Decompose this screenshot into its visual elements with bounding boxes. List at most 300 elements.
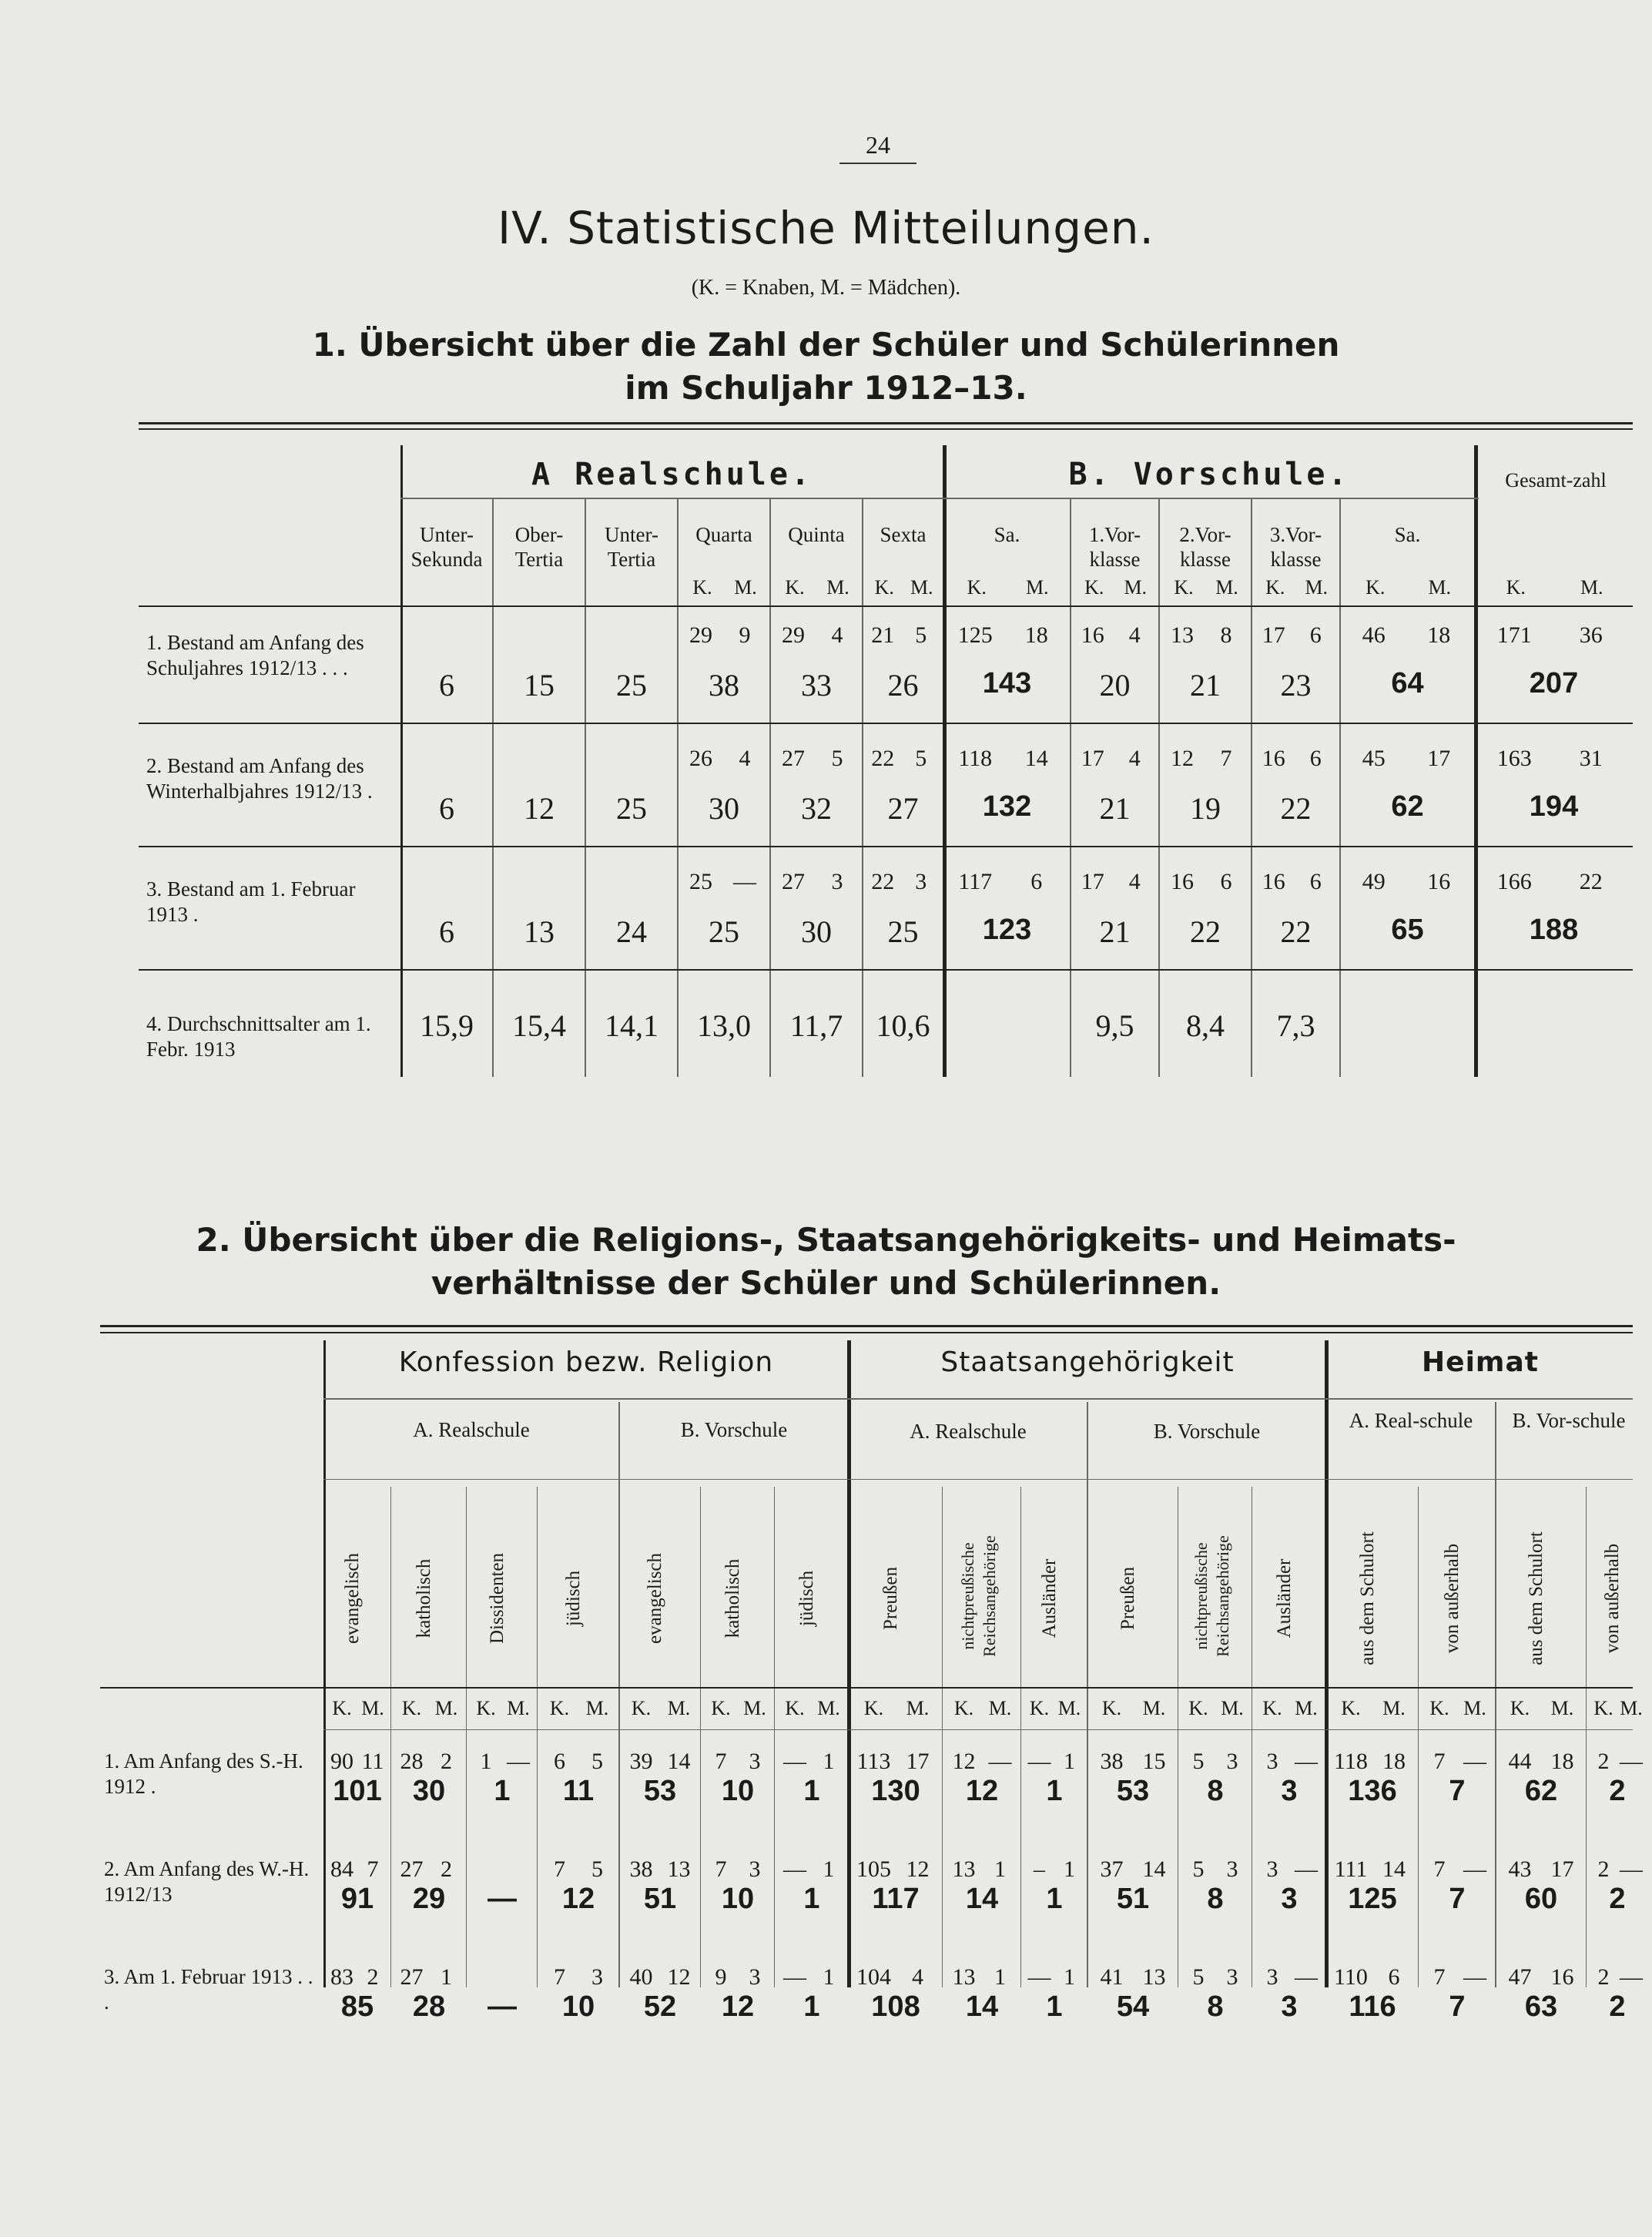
religion-citizenship-table <box>100 1325 1643 2095</box>
total-value: 14 <box>965 1990 999 2023</box>
km-m-value: 13 <box>1142 1964 1166 1990</box>
total-value: 12 <box>561 1883 595 1915</box>
km-k-value: 117 <box>958 869 993 894</box>
km-k-value: 28 <box>400 1749 424 1774</box>
total-value: 116 <box>1349 1990 1396 2023</box>
km-k-value: — <box>1027 1964 1051 1990</box>
km-m-label: M. <box>667 1697 691 1719</box>
total-value: 12 <box>524 791 555 826</box>
km-m-value: 15 <box>1142 1749 1166 1774</box>
km-m-value: 6 <box>1309 746 1322 771</box>
km-m-value: 4 <box>739 746 751 771</box>
total-value: 26 <box>887 668 919 703</box>
km-k-value: 16 <box>1171 869 1194 894</box>
abbreviation-legend: (K. = Knaben, M. = Mädchen). <box>691 276 961 300</box>
total-value: 23 <box>1280 668 1312 703</box>
total-value: 130 <box>871 1775 920 1807</box>
km-m-label: M. <box>1382 1697 1406 1719</box>
total-value: 2 <box>1609 1883 1626 1915</box>
column-header: Preußen <box>1118 1567 1138 1630</box>
total-value: 21 <box>1099 791 1131 826</box>
column-header: evangelisch <box>342 1553 363 1645</box>
km-k-value: 7 <box>554 1964 565 1990</box>
total-value: 7 <box>1449 1775 1466 1807</box>
row-label: 1. Bestand am Anfang des Schuljahres 1912/13 . . . <box>146 631 364 679</box>
km-k-value: 27 <box>400 1856 424 1882</box>
km-m-value: 6 <box>1388 1964 1400 1990</box>
total-value: 27 <box>887 791 919 826</box>
km-k-value: 125 <box>957 622 993 648</box>
km-k-value: 7 <box>715 1856 727 1882</box>
km-m-value: 4 <box>912 1964 923 1990</box>
total-value: 1 <box>1046 1883 1063 1915</box>
km-m-value: 1 <box>994 1964 1006 1990</box>
total-value: 14,1 <box>605 1008 658 1043</box>
km-k-value: 12 <box>1171 746 1194 771</box>
km-k-value: 13 <box>952 1964 976 1990</box>
rule-line <box>1339 499 1341 1077</box>
total-value: 12 <box>721 1990 755 2023</box>
sum-value: 194 <box>1529 790 1579 823</box>
rule-line <box>1070 499 1071 1077</box>
km-m-value: 36 <box>1579 622 1603 648</box>
km-k-value: 1 <box>480 1749 492 1774</box>
km-k-value: 46 <box>1362 622 1386 648</box>
km-k-value: 118 <box>958 746 993 771</box>
km-k-value: 29 <box>782 622 805 648</box>
column-header: 1.Vor-klasse <box>1088 523 1141 571</box>
group-b-vorschule: B. Vorschule. <box>1068 457 1350 492</box>
total-value: 8 <box>1207 1775 1224 1807</box>
total-value: 91 <box>340 1883 374 1915</box>
sum-value: 123 <box>982 914 1032 946</box>
total-value: 125 <box>1348 1883 1397 1915</box>
km-m-value: 3 <box>1226 1964 1238 1990</box>
km-m-value: 18 <box>1024 622 1048 648</box>
total-value: 1 <box>803 1990 820 2023</box>
total-value: 136 <box>1348 1775 1397 1807</box>
km-k-value: 17 <box>1081 869 1104 894</box>
km-m-value: 1 <box>1064 1856 1075 1882</box>
row-label: 2. Bestand am Anfang des Winterhalbjahres 1912/13 . <box>146 754 373 803</box>
total-value: 62 <box>1524 1775 1558 1807</box>
km-k-value: 38 <box>1100 1749 1124 1774</box>
km-k-label: K. <box>1101 1697 1122 1719</box>
km-k-value: 2 <box>1597 1964 1610 1990</box>
km-k-label: K. <box>1188 1697 1208 1719</box>
column-header: Dissidenten <box>487 1552 508 1645</box>
km-k-value: 163 <box>1496 746 1532 771</box>
km-m-value: 5 <box>591 1749 603 1774</box>
column-header: Quinta <box>788 523 845 546</box>
column-header: 2.Vor-klasse <box>1179 523 1231 571</box>
km-k-value: 40 <box>629 1964 653 1990</box>
km-k-label: K. <box>1341 1697 1361 1719</box>
total-value: 1 <box>1046 1990 1063 2023</box>
km-m-value: 14 <box>667 1749 691 1774</box>
km-m-label: M. <box>1057 1697 1081 1719</box>
km-k-label: K. <box>332 1697 352 1719</box>
row-label: 3. Am 1. Februar 1913 . . . <box>104 1965 313 2014</box>
km-m-value: 4 <box>1128 869 1141 894</box>
km-k-value: 29 <box>689 622 712 648</box>
km-m-value: 13 <box>667 1856 691 1882</box>
km-m-value: 1 <box>441 1964 452 1990</box>
km-m-label: M. <box>1428 576 1452 599</box>
km-k-label: K. <box>953 1697 974 1719</box>
rule-line <box>139 605 1633 607</box>
km-m-label: M. <box>734 576 757 599</box>
column-header: katholisch <box>414 1558 434 1638</box>
total-value: 30 <box>801 914 832 949</box>
km-m-value: — <box>1463 1856 1486 1882</box>
total-value: 1 <box>494 1775 511 1807</box>
km-k-value: 16 <box>1081 622 1104 648</box>
rule-line <box>769 499 771 1077</box>
rule-line <box>677 499 679 1077</box>
total-value: 2 <box>1609 1775 1626 1807</box>
km-m-value: 4 <box>1128 622 1141 648</box>
total-value: 6 <box>439 791 454 826</box>
km-m-value: 17 <box>1550 1856 1574 1882</box>
column-header: aus dem Schulort <box>1357 1531 1378 1665</box>
km-m-value: 3 <box>749 1856 761 1882</box>
total-value: 7,3 <box>1276 1008 1315 1043</box>
km-k-value: 22 <box>871 746 895 771</box>
km-m-value: 18 <box>1427 622 1451 648</box>
total-value: 8 <box>1207 1990 1224 2023</box>
rule-line <box>862 499 863 1077</box>
total-value: 19 <box>1190 791 1221 826</box>
km-m-value: 3 <box>749 1749 761 1774</box>
column-header: nichtpreußische Reichsangehörige <box>1191 1535 1232 1657</box>
total-value: 13 <box>524 914 555 949</box>
km-m-value: — <box>1463 1964 1486 1990</box>
rule-line <box>139 723 1633 724</box>
km-m-value: 3 <box>1226 1749 1238 1774</box>
km-m-value: 2 <box>441 1856 452 1882</box>
km-k-label: K. <box>1265 576 1285 599</box>
row-label: 1. Am Anfang des S.-H. 1912 . <box>104 1749 303 1798</box>
km-k-value: 9 <box>715 1964 727 1990</box>
total-value: 63 <box>1524 1990 1558 2023</box>
total-value: 15 <box>524 668 555 703</box>
rule-line <box>1251 499 1252 1077</box>
section2-heading-line2: verhältnisse der Schüler und Schülerinnen. <box>431 1264 1221 1302</box>
total-value: 3 <box>1281 1990 1298 2023</box>
rule-line <box>1158 499 1160 1077</box>
km-k-value: 118 <box>1334 1749 1368 1774</box>
km-m-value: — <box>1620 1856 1643 1882</box>
row-label: 2. Am Anfang des W.-H. 1912/13 <box>104 1857 310 1906</box>
km-m-value: 3 <box>831 869 843 894</box>
sum-value: 132 <box>982 790 1032 823</box>
km-m-value: 9 <box>739 622 751 648</box>
sum-value: 143 <box>982 667 1032 699</box>
column-header: jüdisch <box>563 1570 584 1627</box>
km-k-value: 25 <box>689 869 712 894</box>
km-k-value: 22 <box>871 869 895 894</box>
km-m-value: 7 <box>1220 746 1232 771</box>
km-k-value: 49 <box>1362 869 1386 894</box>
total-value: — <box>488 1990 517 2023</box>
km-k-label: K. <box>692 576 712 599</box>
km-k-value: 26 <box>689 746 712 771</box>
total-value: 11 <box>562 1775 595 1807</box>
km-m-value: 16 <box>1550 1964 1574 1990</box>
km-k-label: K. <box>1084 576 1104 599</box>
km-m-value: 1 <box>823 1749 835 1774</box>
km-m-value: 17 <box>1427 746 1451 771</box>
km-k-value: 2 <box>1597 1856 1610 1882</box>
total-value: 9,5 <box>1095 1008 1134 1043</box>
column-header: Unter-Tertia <box>605 523 658 571</box>
total-value: 10,6 <box>876 1008 930 1043</box>
group-staatsangehoerigkeit: Staatsangehörigkeit <box>940 1347 1235 1378</box>
rule-line <box>323 1479 1633 1480</box>
km-m-value: 6 <box>1309 622 1322 648</box>
km-k-value: 17 <box>1081 746 1104 771</box>
km-k-value: 7 <box>1433 1856 1446 1882</box>
km-k-value: 7 <box>1433 1749 1446 1774</box>
total-value: 101 <box>333 1775 382 1807</box>
rule-line <box>139 422 1633 424</box>
km-k-value: 27 <box>782 869 805 894</box>
km-k-value: — <box>783 1964 806 1990</box>
km-k-value: 16 <box>1262 869 1285 894</box>
km-m-value: 1 <box>1064 1749 1075 1774</box>
rule-line <box>585 499 586 1077</box>
km-k-value: 12 <box>952 1749 976 1774</box>
rule-line <box>139 428 1633 430</box>
column-header: katholisch <box>722 1558 743 1638</box>
km-m-label: M. <box>826 576 849 599</box>
km-k-value: 44 <box>1508 1749 1532 1774</box>
km-k-label: K. <box>785 1697 805 1719</box>
km-k-label: K. <box>1365 576 1386 599</box>
km-m-value: — <box>1620 1964 1643 1990</box>
km-k-value: 37 <box>1100 1856 1124 1882</box>
km-m-label: M. <box>1305 576 1329 599</box>
total-value: 7 <box>1449 1990 1466 2023</box>
km-m-value: 5 <box>591 1856 603 1882</box>
total-value: 25 <box>616 668 647 703</box>
total-value: 51 <box>1116 1883 1150 1915</box>
km-k-value: 13 <box>1171 622 1194 648</box>
total-value: 22 <box>1280 914 1312 949</box>
total-value: 20 <box>1099 668 1131 703</box>
sum-value: 207 <box>1529 667 1579 699</box>
km-m-value: 1 <box>1064 1964 1075 1990</box>
km-m-value: 5 <box>831 746 843 771</box>
km-m-label: M. <box>817 1697 840 1719</box>
section2-heading-line1: 2. Übersicht über die Religions-, Staatsangehörigkeits- und Heimats- <box>196 1221 1456 1259</box>
pupil-count-table <box>139 422 1633 1115</box>
rule-line <box>100 1325 1633 1327</box>
total-value: 2 <box>1609 1990 1626 2023</box>
km-k-label: K. <box>1174 576 1194 599</box>
rule-line <box>139 969 1633 971</box>
km-k-value: 113 <box>856 1749 891 1774</box>
column-header: Ausländer <box>1274 1558 1295 1638</box>
km-m-value: 6 <box>1220 869 1232 894</box>
km-k-value: 27 <box>782 746 805 771</box>
total-value: 1 <box>803 1883 820 1915</box>
total-value: 33 <box>801 668 832 703</box>
km-k-label: K. <box>967 576 987 599</box>
km-m-value: — <box>988 1749 1012 1774</box>
column-header: Ober-Tertia <box>514 523 564 571</box>
total-value: 38 <box>709 668 739 703</box>
total-value: 117 <box>872 1883 920 1915</box>
total-value: 28 <box>412 1990 446 2023</box>
rule-line <box>100 1332 1633 1333</box>
total-value: 51 <box>643 1883 677 1915</box>
rule-line <box>139 846 1633 847</box>
total-value: 3 <box>1281 1775 1298 1807</box>
total-value: 30 <box>709 791 739 826</box>
km-k-value: 27 <box>400 1964 424 1990</box>
column-header: Sa. <box>1394 523 1421 546</box>
km-m-value: 3 <box>749 1964 761 1990</box>
km-m-label: M. <box>743 1697 766 1719</box>
sub-a-realschule: A. Realschule <box>910 1420 1027 1443</box>
km-m-value: 1 <box>823 1964 835 1990</box>
total-value: — <box>488 1883 517 1915</box>
total-value: 13,0 <box>697 1008 751 1043</box>
km-m-label: M. <box>1580 576 1603 599</box>
km-m-value: — <box>1295 1856 1318 1882</box>
total-value: 15,4 <box>512 1008 566 1043</box>
rule-line <box>400 498 1479 499</box>
km-m-label: M. <box>910 576 933 599</box>
km-k-value: 105 <box>856 1856 891 1882</box>
km-k-value: 17 <box>1262 622 1285 648</box>
km-k-value: – <box>1034 1856 1045 1882</box>
km-k-value: 166 <box>1496 869 1532 894</box>
total-value: 25 <box>887 914 919 949</box>
km-m-value: 18 <box>1550 1749 1574 1774</box>
column-header: Unter-Sekunda <box>410 523 483 571</box>
km-k-label: K. <box>711 1697 731 1719</box>
km-k-value: 21 <box>871 622 895 648</box>
km-m-value: 14 <box>1382 1856 1406 1882</box>
column-header: Sexta <box>880 523 927 546</box>
km-k-value: 7 <box>1433 1964 1446 1990</box>
sub-b-vorschule-short: B. Vor-schule <box>1512 1409 1626 1432</box>
km-k-label: K. <box>1029 1697 1050 1719</box>
column-header: evangelisch <box>645 1553 665 1645</box>
km-m-value: 12 <box>906 1856 930 1882</box>
km-m-value: — <box>733 869 756 894</box>
total-value: 54 <box>1116 1990 1150 2023</box>
page-number: 24 <box>839 131 916 164</box>
km-m-label: M. <box>361 1697 384 1719</box>
column-header: Quarta <box>695 523 752 546</box>
km-k-value: 84 <box>330 1856 354 1882</box>
km-k-value: 6 <box>554 1749 565 1774</box>
sum-value: 65 <box>1391 914 1424 946</box>
km-m-label: M. <box>1025 576 1049 599</box>
km-k-label: K. <box>1593 1697 1613 1719</box>
km-m-value: 8 <box>1220 622 1232 648</box>
total-value: 25 <box>616 791 647 826</box>
total-value: 8,4 <box>1186 1008 1225 1043</box>
km-k-value: 90 <box>330 1749 354 1774</box>
km-m-value: 3 <box>1226 1856 1238 1882</box>
km-m-label: M. <box>585 1697 609 1719</box>
rule-line <box>492 499 494 1077</box>
sub-a-realschule-short: A. Real-schule <box>1349 1409 1473 1432</box>
km-m-value: 31 <box>1579 746 1603 771</box>
km-k-value: 45 <box>1362 746 1386 771</box>
km-m-label: M. <box>1620 1697 1643 1719</box>
column-header: 3.Vor-klasse <box>1269 523 1322 571</box>
km-m-label: M. <box>1550 1697 1574 1719</box>
km-m-value: 6 <box>1309 869 1322 894</box>
total-value: 22 <box>1190 914 1221 949</box>
total-value: 14 <box>965 1883 999 1915</box>
km-m-value: 18 <box>1382 1749 1406 1774</box>
column-header: Ausländer <box>1039 1558 1060 1638</box>
km-k-label: K. <box>874 576 894 599</box>
section2-heading <box>0 1219 1652 1305</box>
total-value: 11,7 <box>789 1008 843 1043</box>
km-k-value: 2 <box>1597 1749 1610 1774</box>
rule-line <box>100 1687 1633 1689</box>
km-m-label: M. <box>1221 1697 1244 1719</box>
km-k-value: — <box>783 1749 806 1774</box>
total-value: 12 <box>965 1775 999 1807</box>
km-m-value: 16 <box>1427 869 1451 894</box>
km-m-value: 11 <box>361 1749 384 1774</box>
km-m-value: 5 <box>915 622 927 648</box>
column-header: von außerhalb <box>1602 1543 1623 1654</box>
km-k-label: K. <box>1510 1697 1530 1719</box>
total-value: 3 <box>1281 1883 1298 1915</box>
km-k-value: 110 <box>1334 1964 1368 1990</box>
km-m-value: 3 <box>915 869 927 894</box>
total-value: 6 <box>439 668 454 703</box>
sub-b-vorschule: B. Vorschule <box>1153 1420 1261 1443</box>
km-k-value: 111 <box>1334 1856 1368 1882</box>
column-header: Preußen <box>880 1567 901 1630</box>
km-k-label: K. <box>631 1697 652 1719</box>
km-k-label: K. <box>549 1697 570 1719</box>
km-m-value: 12 <box>667 1964 691 1990</box>
column-header: aus dem Schulort <box>1526 1531 1546 1665</box>
km-k-value: 47 <box>1508 1964 1532 1990</box>
column-header: nichtpreußische Reichsangehörige <box>958 1535 999 1657</box>
km-m-value: 6 <box>1030 869 1043 894</box>
km-m-value: 17 <box>906 1749 930 1774</box>
km-k-value: 3 <box>1266 1856 1278 1882</box>
km-k-label: K. <box>476 1697 496 1719</box>
column-header: jüdisch <box>796 1570 817 1627</box>
km-k-value: — <box>1027 1749 1051 1774</box>
total-value: 108 <box>871 1990 920 2023</box>
km-k-label: K. <box>785 576 805 599</box>
km-k-value: 7 <box>554 1856 565 1882</box>
km-m-value: — <box>1463 1749 1486 1774</box>
total-value: 21 <box>1190 668 1221 703</box>
km-m-value: 14 <box>1142 1856 1166 1882</box>
column-header: Sa. <box>994 523 1020 546</box>
km-m-label: M. <box>1142 1697 1166 1719</box>
column-header: von außerhalb <box>1442 1543 1463 1654</box>
sum-value: 62 <box>1391 790 1424 823</box>
total-value: 10 <box>721 1883 755 1915</box>
